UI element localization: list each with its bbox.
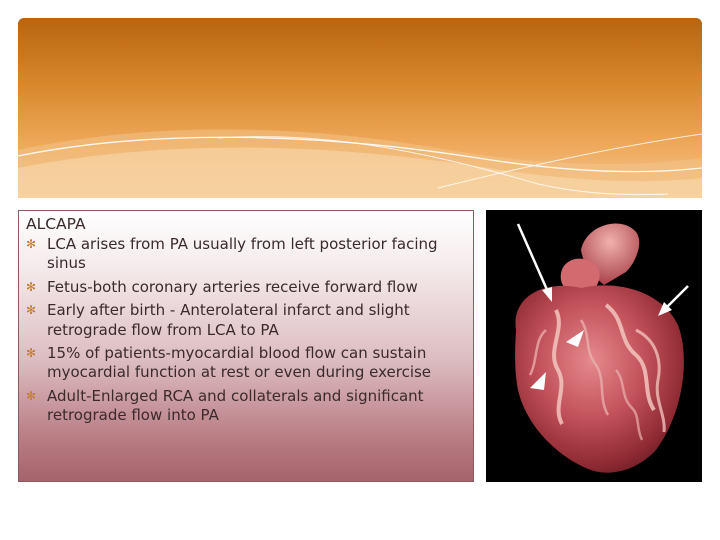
header-swoosh-decoration [18, 18, 702, 198]
heart-ct-image [486, 210, 702, 482]
bullet-text: Adult-Enlarged RCA and collaterals and significant retrograde flow into PA [47, 386, 424, 425]
asterisk-bullet-icon: ✻ [26, 279, 37, 294]
bullet-text: 15% of patients-myocardial blood flow can sustain myocardial function at rest or even during exercise [47, 344, 432, 382]
asterisk-bullet-icon: ✻ [26, 346, 37, 361]
list-item [26, 278, 465, 297]
bullet-text: Early after birth - Anterolateral infarct and slight retrograde flow from LCA to PA [47, 301, 410, 339]
heart-illustration [486, 210, 702, 482]
list-item [26, 235, 465, 274]
list-item [26, 387, 465, 426]
arrow-icon [658, 286, 688, 316]
content-panel [18, 210, 474, 482]
list-item [26, 301, 465, 340]
arrow-icon [518, 224, 552, 302]
asterisk-bullet-icon: ✻ [26, 388, 37, 403]
header-band [18, 18, 702, 198]
asterisk-bullet-icon: ✻ [26, 303, 37, 318]
list-item [26, 344, 465, 383]
bullet-text: Fetus-both coronary arteries receive forward flow [47, 277, 418, 296]
bullet-list [26, 235, 465, 426]
slide-title: ALCAPA [26, 215, 86, 233]
bullet-text: LCA arises from PA usually from left posterior facing sinus [47, 235, 438, 273]
asterisk-bullet-icon: ✻ [26, 237, 37, 251]
